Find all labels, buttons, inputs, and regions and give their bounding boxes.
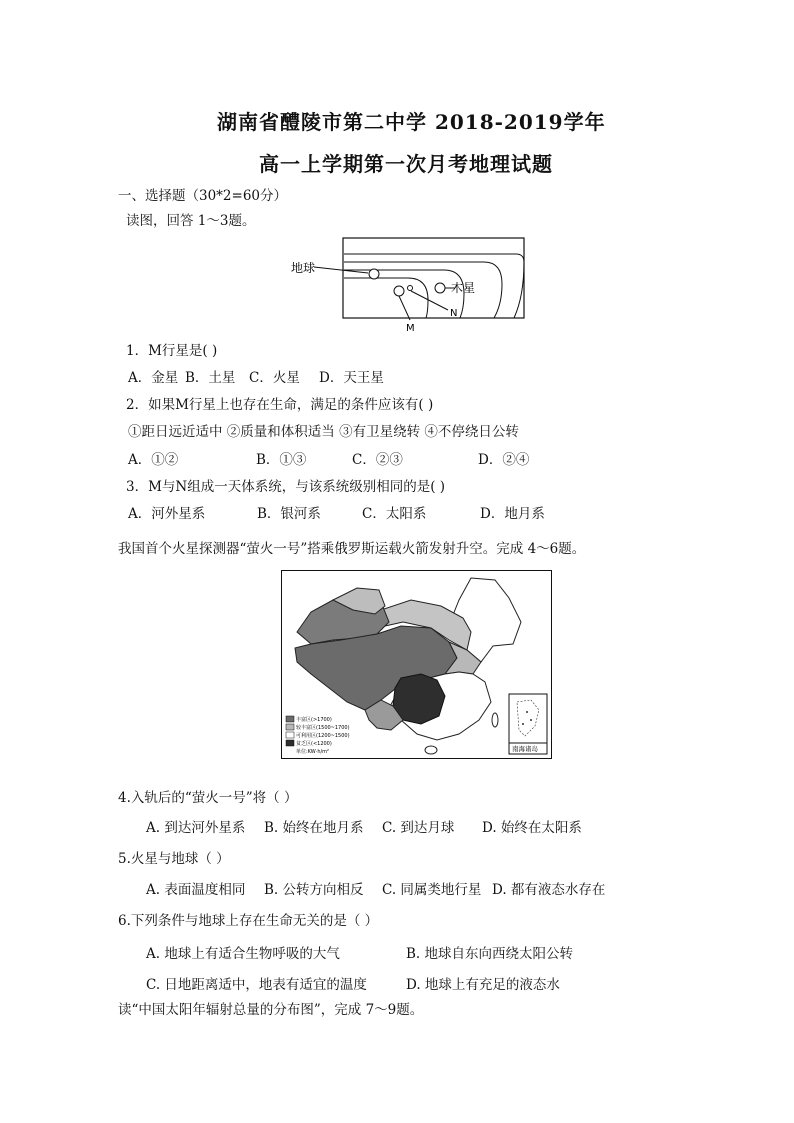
m-pointer: [399, 296, 410, 320]
q1-opt-d: D．天王星: [319, 370, 384, 386]
orbit-1: [344, 278, 428, 318]
q5-opt-b: B. 公转方向相反: [264, 882, 364, 898]
inset-island-2: [530, 719, 532, 721]
q3-opt-b: B．银河系: [257, 506, 321, 522]
legend-swatch-1: [286, 716, 294, 722]
q5-opt-a: A. 表面温度相同: [146, 882, 246, 898]
intro-2: 我国首个火星探测器“萤火一号”搭乘俄罗斯运载火箭发射升空。完成 4～6题。: [118, 541, 586, 557]
label-earth: 地球: [291, 261, 316, 275]
label-m: M: [406, 323, 415, 334]
q4-stem: 4.入轨后的“萤火一号”将（ ）: [118, 790, 298, 806]
q4-options: [146, 819, 582, 837]
intro-1: 读图，回答 1～3题。: [126, 213, 256, 229]
inset-label: 南海诸岛: [512, 745, 538, 753]
satellite-n: [408, 286, 413, 291]
q2-opt-a: A．①②: [128, 452, 179, 468]
n-pointer: [411, 291, 448, 310]
section-heading: 一、选择题（30*2=60分）: [118, 188, 288, 204]
q2-stem: 2．如果M行星上也存在生命，满足的条件应该有( ): [126, 397, 434, 413]
orbit-2: [344, 270, 464, 318]
legend-swatch-4: [286, 740, 294, 746]
q5-options: [146, 881, 605, 899]
q4-opt-c: C. 到达月球: [382, 820, 455, 836]
q5-opt-d: D. 都有液态水存在: [492, 882, 606, 898]
intro-3: 读“中国太阳年辐射总量的分布图”，完成 7～9题。: [118, 1002, 424, 1018]
q2-opt-d: D．②④: [478, 452, 530, 468]
q6-options-row2: [146, 976, 560, 994]
legend-label-1: 丰富区(>1700): [296, 717, 332, 723]
orbit-figure: [288, 236, 528, 336]
q5-opt-c: C. 同属类地行星: [382, 882, 482, 898]
q6-options-row1: [146, 945, 573, 963]
q1-opt-b: B．土星: [185, 370, 236, 386]
q4-opt-a: A. 到达河外星系: [146, 820, 246, 836]
q4-opt-d: D. 始终在太阳系: [482, 820, 582, 836]
inset-island-1: [526, 711, 528, 713]
legend-swatch-3: [286, 732, 294, 738]
q3-opt-d: D．地月系: [480, 506, 545, 522]
region-hainan: [425, 746, 437, 754]
q6-opt-d: D. 地球上有充足的液态水: [406, 977, 560, 993]
q6-opt-c: C. 日地距离适中，地表有适宜的温度: [146, 977, 367, 993]
q3-stem: 3．M与N组成一天体系统，与该系统级别相同的是( ): [126, 479, 446, 495]
q2-opt-c: C．②③: [352, 452, 403, 468]
label-jupiter: 木星: [451, 281, 476, 295]
earth-planet: [369, 269, 379, 279]
q1-options: [128, 369, 384, 387]
q2-conditions: ①距日远近适中 ②质量和体积适当 ③有卫星绕转 ④不停绕日公转: [128, 424, 519, 440]
q1-opt-c: C．火星: [249, 370, 300, 386]
legend-swatch-2: [286, 724, 294, 730]
q4-opt-b: B. 始终在地月系: [264, 820, 364, 836]
orbit-4: [344, 254, 524, 318]
inset-island-3: [522, 723, 524, 725]
planet-m: [394, 286, 404, 296]
title-line-1: 湖南省醴陵市第二中学 2018-2019学年: [217, 110, 606, 134]
q2-options: [128, 451, 529, 469]
south-sea-inset: [509, 694, 547, 754]
title-line-2: 高一上学期第一次月考地理试题: [259, 152, 553, 176]
legend-label-2: 较丰富区(1500~1700): [296, 725, 350, 731]
jupiter-planet: [435, 283, 445, 293]
q3-opt-c: C．太阳系: [362, 506, 427, 522]
q2-opt-b: B．①③: [256, 452, 307, 468]
q3-opt-a: A．河外星系: [128, 506, 206, 522]
legend-label-4: 贫乏区(<1200): [296, 741, 332, 747]
q6-stem: 6.下列条件与地球上存在生命无关的是（ ）: [118, 913, 379, 929]
legend-label-3: 可利用区(1200~1500): [296, 733, 350, 739]
q6-opt-b: B. 地球自东向西绕太阳公转: [406, 946, 574, 962]
q1-opt-a: A．金星: [128, 370, 179, 386]
solar-radiation-map: [281, 570, 553, 760]
region-taiwan: [492, 713, 498, 727]
q6-opt-a: A. 地球上有适合生物呼吸的大气: [146, 946, 340, 962]
legend-unit: 单位:KW·h/m²: [296, 749, 330, 755]
q1-stem: 1．M行星是( ): [126, 343, 218, 359]
q5-stem: 5.火星与地球（ ）: [118, 851, 230, 867]
label-n: N: [450, 308, 458, 319]
q3-options: [128, 505, 545, 523]
